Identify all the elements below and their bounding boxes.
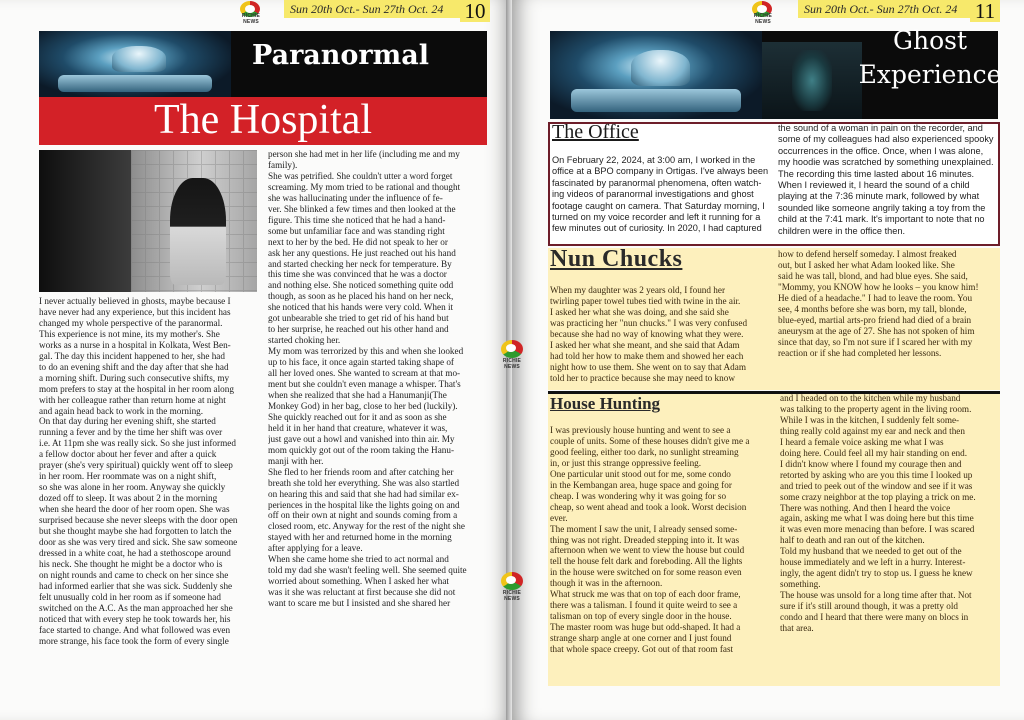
page-headline: The Hospital: [39, 97, 487, 145]
richie-news-logo: RICHIE NEWS: [236, 1, 266, 23]
issue-date: Sun 20th Oct.- Sun 27th Oct. 24: [798, 0, 970, 18]
nun-chucks-col-2: how to defend herself someday. I almost freaked out, but I asked her what Adam looked like. She said he was tall, blond, and had blue eyes. She said, "Mommy, you KNOW how he looks – you know him! He died of a headache." I had to leave the room. You see, 4 months before she was born, my tall, blonde, blue-eyed, martial arts-pro friend had died of a brain aneurysm at the age of 27. She has not spoken of him since that day, so I'm not sure if I scared her with my reaction or if she had completed her lessons.: [778, 249, 979, 358]
ghost-title-line-1: Ghost: [893, 26, 967, 55]
article-col-2: person she had met in her life (including me and my family). She was petrified. She couldn't utter a word forget screaming. My mom tried to be rational and thought she was hallucinating under the influence of fe- ver. She blinked a few times and then looked at the figure. This time she noticed that he had a hand- some but unfamiliar face and was standing right next to her by the bed. He did not speak to her or ask her any questions. He just reached out his hand and started checking her neck for temperature. By this time she was convinced that he was a doctor and nothing else. She noticed something quite odd though, as soon as he placed his hand on her neck, she noticed that his hands were very cold. When it got unbearable she tried to get rid of his hand but to her surprise, he reached out his other hand and started choking her. My mom was terrorized by this and when she looked up to his face, it once again started taking shape of all her loved ones. She wanted to scream at that mo- ment but she couldn't even manage a whisper. That's when she realized that she had a Hanumanji(The Monkey God) in her bag, close to her bed (luckily). She quickly reached out for it and as soon as she held it in her hand that creature, whatever it was, just gave out a howl and vanished into thin air. My mom quickly got out of the room taking the Hanu- manji with her. She fled to her friends room and after catching her breath she told her everything. She was also startled on hearing this and said that she had had similar ex- periences in the hospital like the lights going on and off on their own at night and sounds coming from a closed room, etc. Anyway for the rest of the night she stayed with her and returned home in the morning after applying for a leave. When she came home she tried to act normal and told my dad she wasn't feeling well. She seemed quite worried about something. When I asked her what was it she was reluctant at first because she did not want to scare me but I insisted and she shared her: [268, 149, 467, 609]
ghost-title-line-2: Experience: [858, 60, 1002, 89]
article-col-1: I never actually believed in ghosts, maybe because I have never had any experience, but this incident has changed my whole perspective of the paranormal. This experience is not mine, its my mother's. She works as a nurse in a hospital in Kolkata, West Ben- gal. The day this incident happened to her, she had to do an evening shift and the day after that she had a morning shift. During such consecutive shifts, my mom prefers to stay at the hospital in her room along with her colleague rather than return home at night and again head back to work in the morning. On that day during her evening shift, she started running a fever and by the time her shift was over i.e. At 11pm she was really sick. So she just informed a fellow doctor about her fever and after a quick prayer (she's very spiritual) quickly went off to sleep in her room. Her roommate was on a night shift, so she was alone in her room. Anyway she quickly dozed off to sleep. It was about 2 in the morning when she heard the door of her room open. She was surprised because she never sleeps with the door open but she thought maybe she had forgotten to latch the door as she was very tired and sick. She saw someone dressed in a white coat, he had a stethoscope around his neck. She thought he might be a doctor who is on night rounds and came to check on her since she had informed earlier that she was sick. Suddenly she felt unusually cold in her room as if someone had switched on the A.C. As the man approached her she noticed that with every step he took towards her, his face started to change. And what followed was even more strange, his face took the form of every single: [39, 296, 238, 646]
kicker-title: Paranormal: [252, 40, 429, 71]
hallway-photo: [762, 42, 862, 119]
house-hunting-heading: House Hunting: [550, 394, 661, 413]
house-hunting-col-2: and I headed on to the kitchen while my husband was talking to the property agent in the living room. While I was in the kitchen, I suddenly felt some- thing really cold against my ear and neck and then I heard a female voice asking me what I was doing here. Could feel all my hair standing on end. I didn't know where I found my courage then and retorted by asking who are you this time I looked up and tried to peek out of the window and see if it was some crazy neighbor at the top playing a trick on me. There was nothing. And then I heard the voice again, asking me what I was doing here but this time it was even more menacing than before. I was scared half to death and ran out of the kitchen. Told my husband that we needed to get out of the house immediately and we left in a hurry. Interest- ingly, the agent didn't try to stop us. I guess he knew something. The house was unsold for a long time after that. Not sure if it's still around though, it was a pretty old condo and I heard that there were many on blocs in that area.: [780, 393, 976, 634]
house-hunting-col-1: I was previously house hunting and went to see a couple of units. Some of these houses didn't give me a good feeling, either too dark, no sunlight streaming in, or just this strange oppressive feeling. One particular unit stood out for me, some condo in the Kembangan area, huge space and going for cheap. I was wondering why it was going for so cheap, so went ahead and took a look. Worst decision ever. The moment I saw the unit, I already sensed some- thing was not right. Dreaded stepping into it. It was afternoon when we went to view the house but could tell the house felt dark and foreboding. All the lights in the house were switched on for some reason even though it was in the afternoon. What struck me was that on top of each door frame, there was a talisman. I found it quite weird to see a talisman on top of every single door in the house. The master room was huge but odd-shaped. It had a strange sharp angle at one corner and I just found that whole space creepy. Got out of that room fast: [550, 425, 750, 655]
office-col-2: the sound of a woman in pain on the recorder, and some of my colleagues had also experienced spooky occurrences in the office. Once, when I was alone, my hoodie was scratched by something unexplained. The recording this time lasted about 16 minutes. When I reviewed it, I heard the sound of a child playing at the 7:36 minute mark, followed by what sounded like someone angrily taking a toy from the child at the 7:41 mark. It's important to note that no children were in the office then.: [778, 123, 994, 236]
page-number: 11: [970, 0, 1000, 22]
header-photo: [550, 31, 762, 119]
nun-chucks-col-1: When my daughter was 2 years old, I found her twirling paper towel tubes tied with twine in the air. I asked her what she was doing, and she said she was practicing her "nun chucks." I was very confused because she had no way of knowing what they were. I asked her what she meant, and she said that Adam had told her how to make them and showed her each night how to use them. She went on to say that Adam told her to practice because she may need to know: [550, 285, 748, 383]
issue-date: Sun 20th Oct.- Sun 27th Oct. 24: [284, 0, 460, 18]
page-number: 10: [460, 0, 490, 22]
nun-chucks-heading: Nun Chucks: [550, 246, 683, 272]
right-page: [512, 0, 1024, 720]
horror-photo: [39, 150, 257, 292]
center-watermark-logo: RICHIE NEWS: [497, 340, 531, 368]
office-heading: The Office: [552, 121, 639, 143]
header-photo: [39, 31, 231, 97]
richie-news-logo: RICHIE NEWS: [748, 1, 778, 23]
center-watermark-logo: RICHIE NEWS: [497, 572, 531, 600]
office-col-1: On February 22, 2024, at 3:00 am, I worked in the office at a BPO company in Ortigas. I've always been fascinated by paranormal phenomena, often watch- ing videos of paranormal investigations and ghost footage caught on camera. That Saturday morning, I turned on my voice recorder and left it running for a few minutes out of curiosity. In 2020, I had captured: [552, 155, 769, 234]
